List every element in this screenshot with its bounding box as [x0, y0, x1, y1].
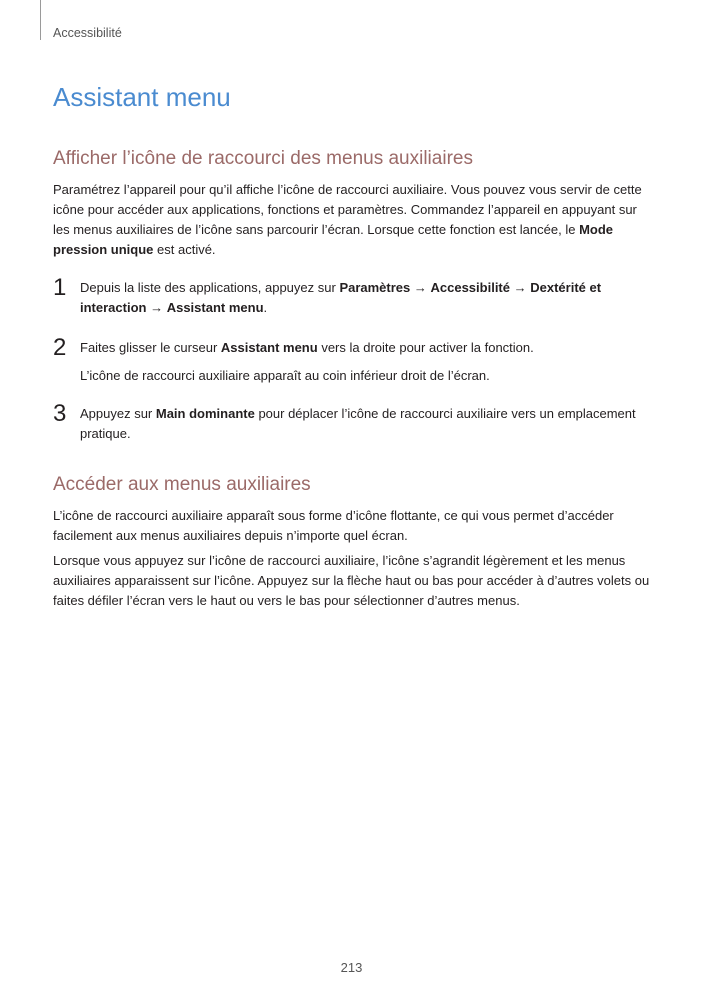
step-text-part: pour déplacer l’icône de raccourci auxiliaire vers un emplacement pratique.: [80, 406, 636, 441]
intro-end: est activé.: [153, 242, 216, 257]
section2-paragraph-1: L’icône de raccourci auxiliaire apparaît sous forme d’icône flottante, ce qui vous permet d’accéder facilement aux menus auxiliaires depuis n’importe quel écran.: [53, 508, 614, 543]
step-number: 2: [53, 334, 67, 361]
header-rule: [40, 0, 41, 40]
step-text: [80, 278, 653, 318]
arrow-separator: →: [410, 280, 431, 295]
step-note: L’icône de raccourci auxiliaire apparaît au coin inférieur droit de l’écran.: [80, 368, 490, 383]
menu-path-accessibility: Accessibilité: [430, 280, 510, 295]
step-text-part: Faites glisser le curseur: [80, 340, 221, 355]
step-text: [80, 404, 653, 444]
page-number: 213: [340, 960, 363, 975]
bold-term: Main dominante: [155, 406, 255, 421]
intro-bold-term: Mode pression unique: [53, 222, 614, 257]
bold-term: Assistant menu: [220, 340, 318, 355]
section2-paragraph-2: Lorsque vous appuyez sur l’icône de raccourci auxiliaire, l’icône s’agrandit légèrement et les menus auxiliaires apparaissent sur l’icône. Appuyez sur la flèche haut ou bas pour accéder à d’autres volets ou faites défiler l’écran vers le haut ou vers le bas pour sélectionner d’autres menus.: [53, 553, 650, 608]
section-heading-display-icon: Afficher l’icône de raccourci des menus auxiliaires: [53, 148, 473, 169]
step-text-part: Depuis la liste des applications, appuyez sur: [80, 280, 340, 295]
arrow-separator: →: [510, 280, 531, 295]
step-text-part: .: [263, 300, 268, 315]
step-body: [80, 338, 653, 386]
section-heading-access-menus: Accéder aux menus auxiliaires: [53, 474, 311, 495]
menu-path-settings: Paramètres: [339, 280, 411, 295]
menu-path-assistant-menu: Assistant menu: [166, 300, 264, 315]
intro-text: Paramétrez l’appareil pour qu’il affiche l’icône de raccourci auxiliaire. Vous pouvez vous servir de cette icône pour accéder aux applications, fonctions et paramètres. Commandez l’appareil en appuyant sur les menus auxiliaires de l’icône sans parcourir l’écran. Lorsque cette fonction est lancée, le: [53, 182, 642, 237]
step-text-part: vers la droite pour activer la fonction.: [317, 340, 534, 355]
step-text-part: Appuyez sur: [80, 406, 156, 421]
intro-paragraph: [53, 180, 653, 260]
step-number: 1: [53, 274, 67, 301]
step-text: [80, 338, 653, 358]
step-number: 3: [53, 400, 67, 427]
running-head: Accessibilité: [53, 26, 122, 40]
arrow-separator: →: [146, 300, 167, 315]
page-title: Assistant menu: [53, 82, 231, 112]
menu-path-dexterity: Dextérité et interaction: [80, 280, 602, 315]
